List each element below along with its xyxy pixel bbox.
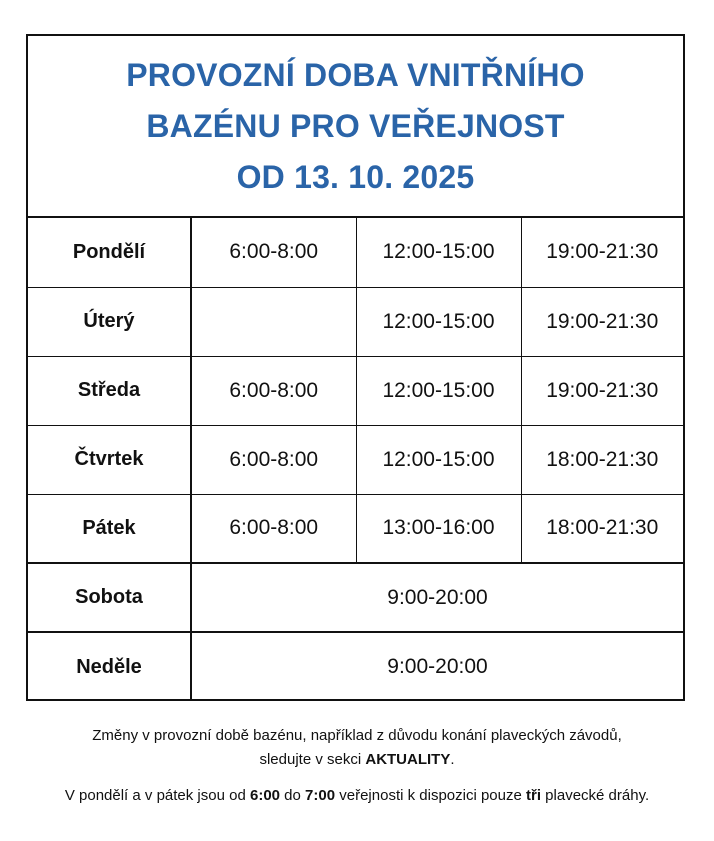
note-changes-prefix: sledujte v sekci — [259, 751, 366, 768]
table-row — [28, 425, 683, 494]
note-lanes-part-2: do — [280, 787, 306, 804]
weekend-hours: 9:00-20:00 — [387, 655, 488, 678]
time-slot: 6:00-8:00 — [191, 218, 356, 287]
day-label: Úterý — [28, 287, 191, 356]
news-section-name: AKTUALITY — [365, 751, 451, 768]
time-slot: 13:00-16:00 — [356, 494, 521, 563]
note-changes-line-1: Změny v provozní době bazénu, například z důvodu konání plaveckých závodů, — [92, 727, 622, 744]
note-lanes-time-from: 6:00 — [249, 787, 281, 804]
time-slot: 12:00-15:00 — [356, 356, 521, 425]
note-lanes-part-3: veřejnosti k dispozici pouze — [335, 787, 527, 804]
table-row — [28, 287, 683, 356]
page-title — [28, 36, 683, 218]
time-slot: 6:00-8:00 — [191, 425, 356, 494]
day-label: Pátek — [28, 494, 191, 563]
time-slot: 19:00-21:30 — [521, 287, 683, 356]
time-slot: 18:00-21:30 — [521, 494, 683, 563]
table-row — [28, 494, 683, 563]
schedule-sheet — [26, 34, 685, 701]
title-line-1: PROVOZNÍ DOBA VNITŘNÍHO — [126, 56, 585, 93]
note-lanes-count: tři — [526, 787, 542, 804]
note-changes — [0, 724, 714, 772]
table-row — [28, 218, 683, 287]
title-line-2: BAZÉNU PRO VEŘEJNOST — [146, 107, 565, 144]
time-slot — [191, 287, 356, 356]
day-label: Čtvrtek — [28, 425, 191, 494]
day-label: Sobota — [28, 563, 191, 632]
time-slot: 19:00-21:30 — [521, 218, 683, 287]
note-lanes-part-1: V pondělí a v pátek jsou od — [64, 787, 250, 804]
note-lanes-part-4: plavecké dráhy. — [541, 787, 650, 804]
table-row — [28, 632, 683, 701]
day-label: Pondělí — [28, 218, 191, 287]
time-slot: 6:00-8:00 — [191, 494, 356, 563]
table-row — [28, 356, 683, 425]
time-slot: 12:00-15:00 — [356, 425, 521, 494]
weekend-hours: 9:00-20:00 — [191, 563, 683, 632]
time-slot: 6:00-8:00 — [191, 356, 356, 425]
time-slot: 12:00-15:00 — [356, 287, 521, 356]
time-slot: 19:00-21:30 — [521, 356, 683, 425]
time-slot: 18:00-21:30 — [521, 425, 683, 494]
table-row — [28, 563, 683, 632]
time-slot: 12:00-15:00 — [356, 218, 521, 287]
day-label: Středa — [28, 356, 191, 425]
schedule-table — [28, 218, 683, 701]
notes — [0, 724, 714, 808]
note-lanes-time-to: 7:00 — [305, 787, 336, 804]
note-changes-suffix: . — [450, 751, 455, 768]
note-lanes — [0, 784, 714, 808]
title-line-3: OD 13. 10. 2025 — [236, 158, 475, 195]
day-label: Neděle — [28, 632, 191, 701]
